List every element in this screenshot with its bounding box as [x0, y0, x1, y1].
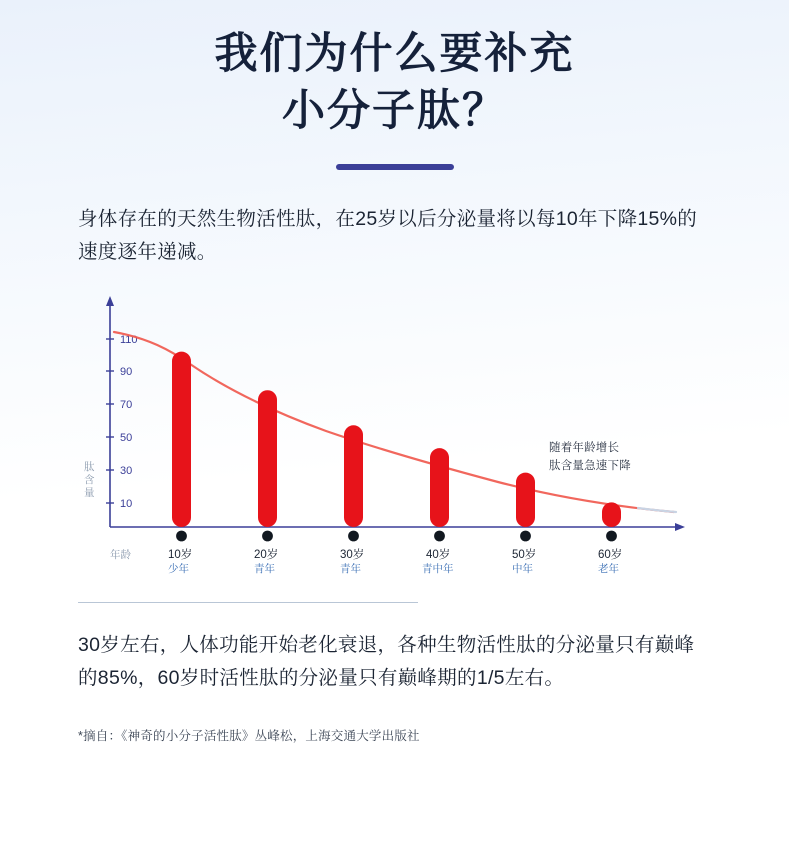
- title-underline-rule: [336, 164, 454, 170]
- svg-text:肽: 肽: [84, 460, 95, 473]
- chart-x-sublabels: [168, 562, 619, 575]
- chart-axes: [106, 296, 685, 531]
- page-title-line-1: 我们为什么要补充: [214, 30, 575, 78]
- intro-paragraph: 身体存在的天然生物活性肽，在25岁以后分泌量将以每10年下降15%的速度逐年递减。: [78, 207, 698, 264]
- svg-text:30: 30: [120, 464, 133, 477]
- svg-text:老年: 老年: [598, 562, 619, 575]
- svg-text:年龄: 年龄: [110, 548, 131, 561]
- bar-30: [344, 425, 363, 527]
- chart-annotation-line-2: 肽含量急速下降: [549, 459, 631, 472]
- chart-axis-dots: [176, 530, 617, 541]
- svg-text:110: 110: [120, 333, 138, 346]
- svg-text:青中年: 青中年: [422, 562, 454, 575]
- svg-text:90: 90: [120, 365, 133, 378]
- svg-text:10岁: 10岁: [168, 548, 193, 561]
- svg-text:青年: 青年: [254, 562, 275, 575]
- section-divider: [78, 602, 418, 603]
- svg-text:40岁: 40岁: [426, 548, 451, 561]
- page-title-line-2: 小分子肽？: [282, 86, 507, 135]
- chart-x-labels: [168, 547, 622, 561]
- svg-text:50岁: 50岁: [512, 548, 537, 561]
- bar-50: [516, 472, 535, 526]
- svg-text:70: 70: [120, 398, 133, 411]
- svg-text:20岁: 20岁: [254, 548, 279, 561]
- svg-text:少年: 少年: [168, 562, 189, 575]
- decline-trend-curve: [114, 332, 674, 512]
- chart-container: [0, 294, 789, 594]
- bar-40: [430, 448, 449, 527]
- bar-20: [258, 390, 277, 527]
- svg-text:10: 10: [120, 497, 133, 510]
- chart-annotation: [549, 439, 631, 476]
- page-title: [0, 0, 789, 140]
- svg-text:30岁: 30岁: [340, 548, 365, 561]
- svg-text:60岁: 60岁: [598, 548, 623, 561]
- bar-10: [172, 351, 191, 526]
- outro-paragraph: 30岁左右，人体功能开始老化衰退，各种生物活性肽的分泌量只有巅峰的85%，60岁时活性肽的分泌量只有巅峰期的1/5左右。: [78, 633, 695, 690]
- svg-text:青年: 青年: [340, 562, 361, 575]
- chart-annotation-line-1: 随着年龄增长: [549, 441, 620, 454]
- bar-60: [602, 502, 621, 527]
- svg-text:中年: 中年: [512, 562, 533, 575]
- svg-text:量: 量: [84, 486, 95, 499]
- source-citation: *摘自：《神奇的小分子活性肽》丛峰松，上海交通大学出版社: [78, 729, 420, 744]
- svg-text:含: 含: [84, 473, 95, 486]
- svg-text:50: 50: [120, 431, 133, 444]
